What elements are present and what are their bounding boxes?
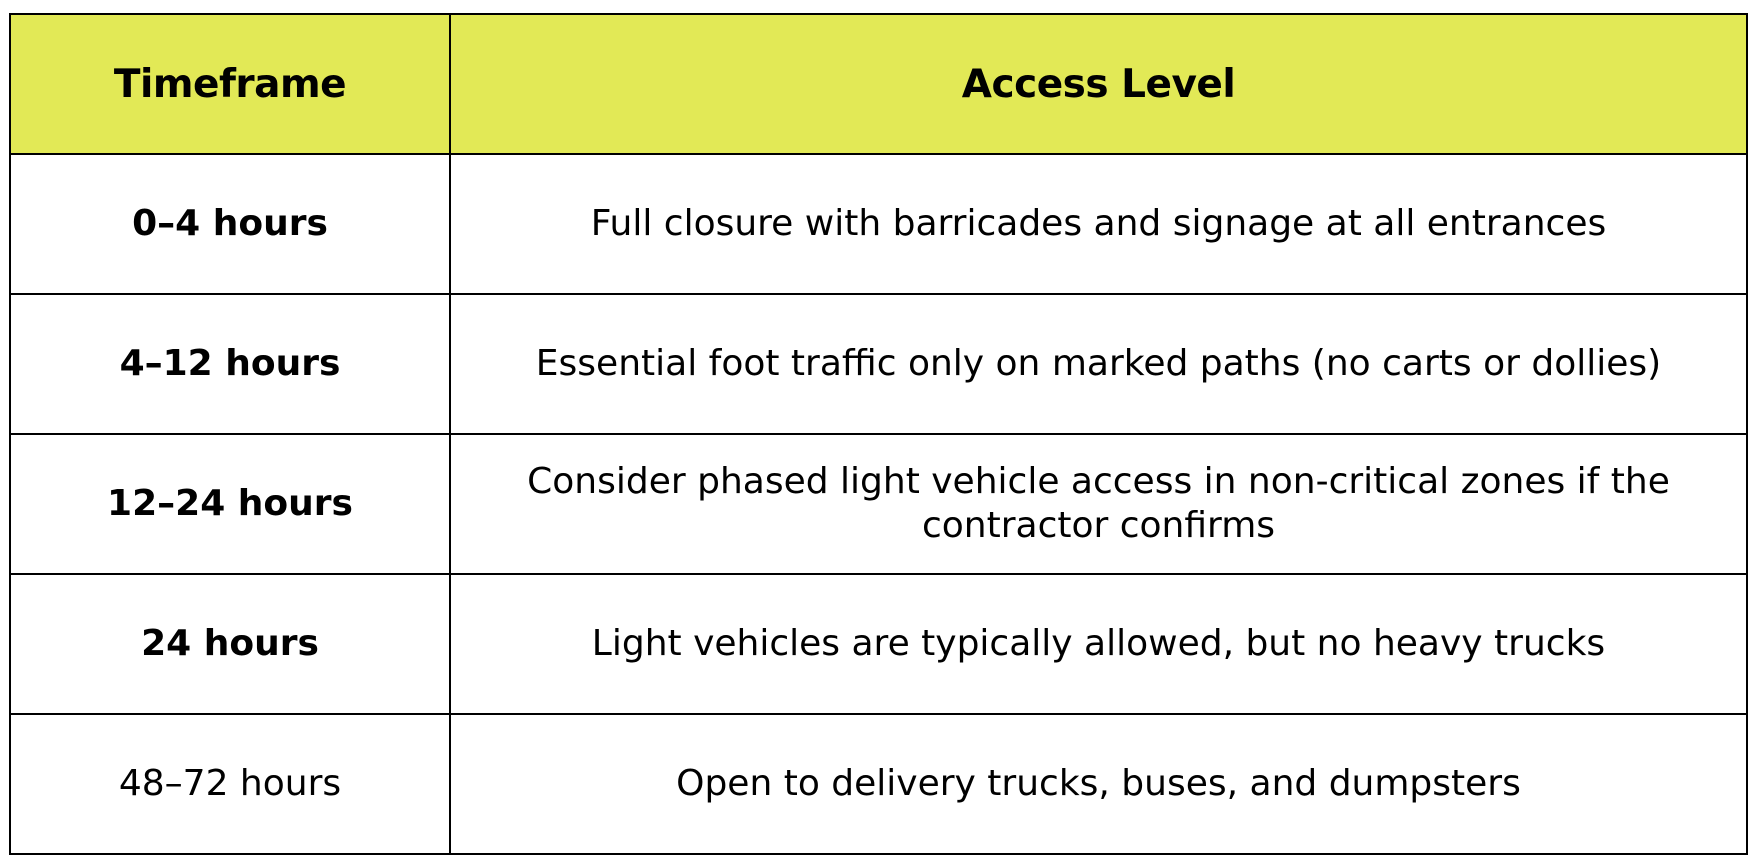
table-row [10, 434, 1747, 574]
access-level-cell: Essential foot traffic only on marked paths (no carts or dollies) [450, 294, 1747, 434]
timeframe-cell: 24 hours [10, 574, 450, 714]
table-row [10, 714, 1747, 854]
timeframe-cell: 4–12 hours [10, 294, 450, 434]
timeframe-cell: 12–24 hours [10, 434, 450, 574]
column-header-timeframe: Timeframe [10, 14, 450, 154]
access-level-cell: Full closure with barricades and signage at all entrances [450, 154, 1747, 294]
table-row [10, 574, 1747, 714]
access-level-cell: Open to delivery trucks, buses, and dumpsters [450, 714, 1747, 854]
table-row [10, 154, 1747, 294]
column-header-access-level: Access Level [450, 14, 1747, 154]
access-level-cell: Consider phased light vehicle access in non-critical zones if the contractor confirms [450, 434, 1747, 574]
timeframe-cell: 48–72 hours [10, 714, 450, 854]
timeframe-cell: 0–4 hours [10, 154, 450, 294]
access-level-table [9, 13, 1748, 855]
table-row [10, 294, 1747, 434]
access-level-cell: Light vehicles are typically allowed, but no heavy trucks [450, 574, 1747, 714]
table-header-row [10, 14, 1747, 154]
